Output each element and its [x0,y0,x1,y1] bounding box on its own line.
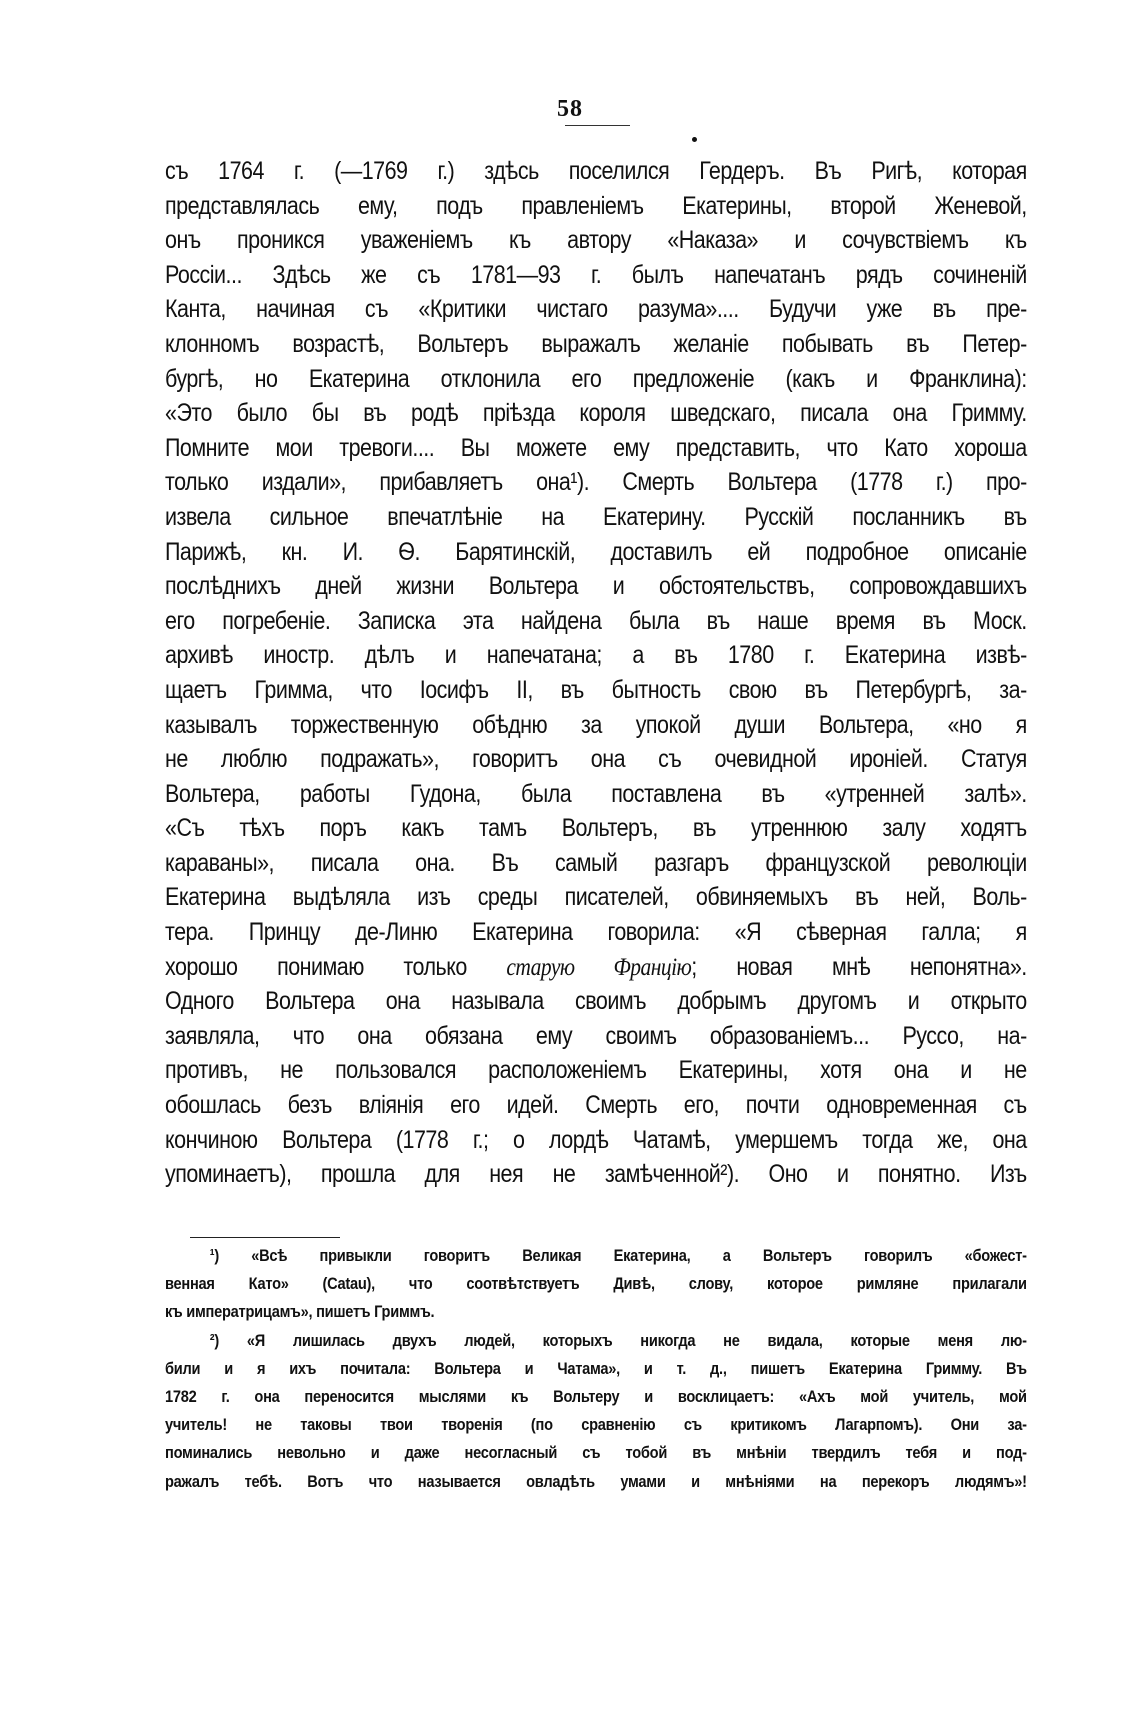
footnote-text: «Всѣ привыкли говоритъ Великая Екатерина, а Вольтеръ говорилъ «божест- [251,1246,1027,1265]
footnote-2-line [165,1327,1027,1355]
footnote-text: «Я лишилась двухъ людей, которыхъ никогда не видала, которые меня лю- [246,1330,1027,1350]
text-line: щаетъ Гримма, что Іосифъ II, въ бытность свою въ Петербургѣ, за- [165,675,1027,704]
text-line: обошлась безъ вліянія его идей. Смерть его, почти одновременная съ [165,1091,1027,1120]
text-line: Помните мои тревоги.... Вы можете ему представить, что Като хороша [165,433,1027,462]
text-line: Россіи... Здѣсь же съ 1781—93 г. былъ напечатанъ рядъ сочиненій [165,260,1027,289]
footnote-1-line: къ императрицамъ», пишетъ Гриммъ. [165,1302,435,1322]
footnote-2-line: 1782 г. она переносится мыслями къ Вольтеру и восклицаетъ: «Ахъ мой учитель, мой [165,1386,1027,1406]
footnote-1-line [165,1242,1027,1270]
text-line: архивѣ иностр. дѣлъ и напечатана; а въ 1780 г. Екатерина извѣ- [165,641,1027,670]
text-line: онъ проникся уваженіемъ къ автору «Наказа» и сочувствіемъ къ [165,226,1027,255]
text-line: извела сильное впечатлѣніе на Екатерину. Русскій посланникъ въ [165,502,1027,531]
text-line: караваны», писала она. Въ самый разгаръ французской революціи [165,848,1027,877]
text-line: представлялась ему, подъ правленіемъ Екатерины, второй Женевой, [165,191,1027,220]
footnote-1-line: венная Като» (Catau), что соотвѣтствуетъ Дивѣ, слову, которое римляне прилагали [165,1274,1027,1294]
text-line: клонномъ возрастѣ, Вольтеръ выражалъ желаніе побывать въ Петер- [165,329,1027,358]
footnote-rule [190,1237,340,1238]
text-line: Одного Вольтера она называла своимъ добрымъ другомъ и открыто [165,987,1027,1016]
footnote-1-marker: ¹) [209,1246,219,1265]
footnote-2-line: ражалъ тебѣ. Вотъ что называется овладѣть умами и мнѣніями на перекоръ людямъ»! [165,1471,1027,1491]
text-line: упоминаетъ), прошла для нея не замѣченной²). Оно и понятно. Изъ [165,1160,1027,1189]
text-run: хорошо понимаю только [165,952,507,981]
text-line: казывалъ торжественную обѣдню за упокой души Вольтера, «но я [165,710,1027,739]
text-line: Екатерина выдѣляла изъ среды писателей, обвиняемыхъ въ ней, Воль- [165,883,1027,912]
text-line: съ 1764 г. (—1769 г.) здѣсь поселился Гердеръ. Въ Ригѣ, которая [165,157,1027,185]
text-line: кончиною Вольтера (1778 г.; о лордѣ Чатамѣ, умершемъ тогда же, она [165,1125,1027,1154]
text-line: только издали», прибавляетъ она¹). Смерть Вольтера (1778 г.) про- [165,468,1027,497]
text-run: ; новая мнѣ непонятна». [691,952,1027,981]
italic-phrase: старую Францію [506,953,692,981]
body-text [165,154,1027,1192]
text-line: послѣднихъ дней жизни Вольтера и обстоятельствъ, сопровождавшихъ [165,572,1027,601]
text-line: Вольтера, работы Гудона, была поставлена въ «утренней залѣ». [165,779,1027,808]
footnotes [165,1242,1027,1496]
print-speck [692,137,697,142]
text-line: Канта, начиная съ «Критики чистаго разума».... Будучи уже въ пре- [165,295,1027,324]
text-line: бургѣ, но Екатерина отклонила его предложеніе (какъ и Франклина): [165,364,1027,393]
text-line: его погребеніе. Записка эта найдена была въ наше время въ Моск. [165,606,1027,635]
text-line: не люблю подражать», говоритъ она съ очевидной ироніей. Статуя [165,745,1027,774]
footnote-2-line: учитель! не таковы твои творенія (по сравненію съ критикомъ Лагарпомъ). Они за- [165,1415,1027,1435]
text-line: противъ, не пользовался расположеніемъ Екатерины, хотя она и не [165,1056,1027,1085]
text-line: «Это было бы въ родѣ пріѣзда короля шведскаго, писала она Гримму. [165,399,1027,428]
header-rule [565,125,630,126]
text-line: заявляла, что она обязана ему своимъ образованіемъ... Руссо, на- [165,1021,1027,1050]
footnote-2-line: били и я ихъ почитала: Вольтера и Чатама», и т. д., пишетъ Екатерина Гримму. Въ [165,1358,1027,1378]
footnote-2-line: поминались невольно и даже несогласный съ тобой въ мнѣніи твердилъ тебя и под- [165,1443,1027,1463]
footnote-2-marker: ²) [209,1330,219,1350]
text-line: Парижѣ, кн. И. Ѳ. Барятинскій, доставилъ ей подробное описаніе [165,537,1027,566]
text-line: «Съ тѣхъ поръ какъ тамъ Вольтеръ, въ утреннюю залу ходятъ [165,814,1027,843]
text-line-with-italic [165,950,1027,985]
text-line: тера. Принцу де-Линю Екатерина говорила: «Я сѣверная галла; я [165,918,1027,947]
page-number: 58 [557,96,583,122]
